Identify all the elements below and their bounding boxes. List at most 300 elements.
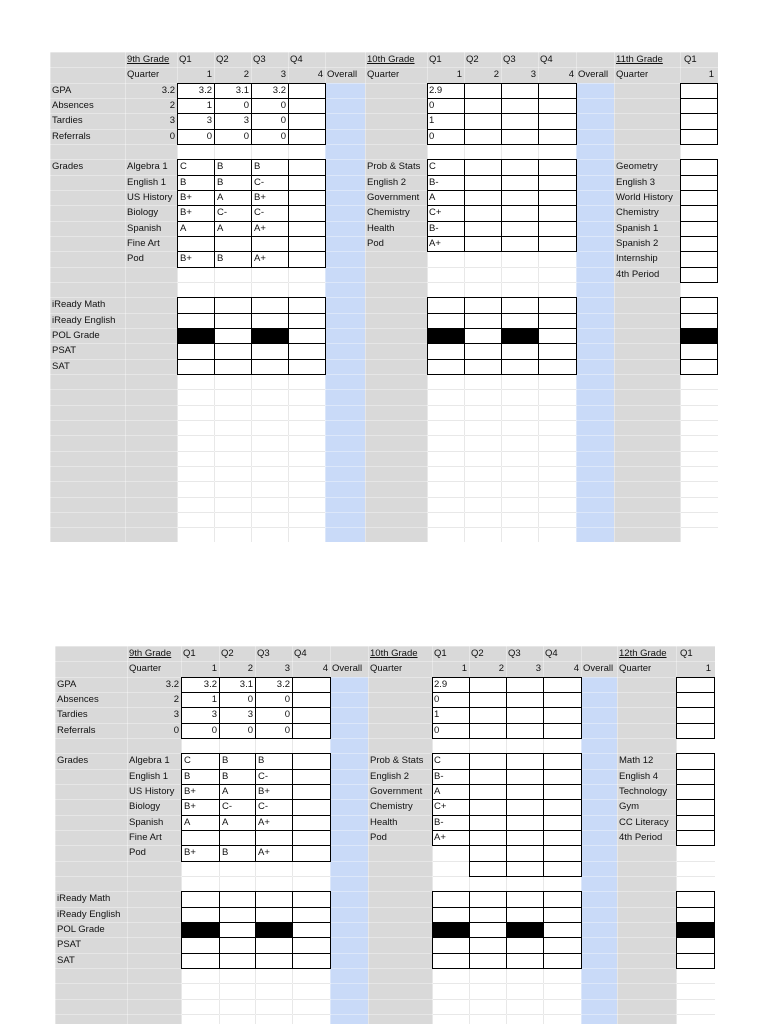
tenth-q4-header: Q4 (540, 54, 553, 65)
third-course-name: Chemistry (616, 207, 659, 219)
tenth-assessment-cell[interactable] (427, 313, 465, 329)
ninth-course-grade: B+ (184, 847, 196, 859)
tenth-grade-cell[interactable] (506, 815, 544, 831)
tenth-assessment-cell[interactable] (432, 953, 470, 969)
ninth-grade-cell[interactable] (292, 784, 331, 800)
tenth-q3-header: Q3 (503, 54, 516, 65)
ninth-grade-cell[interactable] (288, 175, 326, 191)
ninth-assessment-cell[interactable] (177, 313, 215, 329)
tenth-assessment-cell[interactable] (427, 343, 465, 359)
tenth-quarter-number: 4 (568, 69, 574, 81)
tenth-grade-cell[interactable] (469, 845, 507, 861)
grid-line (55, 891, 715, 892)
tenth-grade-cell[interactable] (464, 236, 502, 252)
ninth-assessment-cell[interactable] (219, 907, 256, 923)
tenth-assessment-cell[interactable] (538, 297, 577, 313)
third-grade-cell[interactable] (680, 267, 718, 283)
tenth-course-grade: A (434, 785, 441, 797)
tenth-grade-cell[interactable] (501, 190, 539, 206)
ninth-grade-cell[interactable] (288, 221, 326, 237)
metric-label-gpa: GPA (57, 678, 77, 690)
ninth-grade-cell[interactable] (292, 830, 331, 846)
ninth-course-grade: B (254, 161, 261, 173)
third-grade-cell[interactable] (680, 251, 718, 267)
assessment-label: PSAT (52, 345, 77, 357)
tenth-metric-cell[interactable] (538, 113, 577, 129)
ninth-quarter-label: Quarter (129, 663, 162, 675)
tenth-assessment-cell[interactable] (469, 891, 507, 907)
third-grade-cell[interactable] (676, 799, 715, 815)
tenth-metric-cell[interactable] (464, 98, 502, 114)
tenth-assessment-cell[interactable] (464, 328, 502, 344)
tenth-grade-cell[interactable] (501, 236, 539, 252)
metric-label-referrals: Referrals (52, 130, 91, 142)
grid-line (50, 144, 718, 145)
tenth-grade-cell[interactable] (469, 815, 507, 831)
ninth-metric-value: 0 (284, 709, 290, 721)
metric-label-absences: Absences (52, 99, 94, 111)
tenth-grade-cell[interactable] (543, 861, 582, 877)
ninth-grade-cell[interactable] (288, 159, 326, 175)
ninth-course-grade: C- (258, 801, 269, 813)
ninth-summary-value: 0 (169, 130, 175, 142)
tenth-assessment-cell[interactable] (501, 313, 539, 329)
tenth-assessment-cell[interactable] (538, 359, 577, 375)
tenth-assessment-cell[interactable] (538, 328, 577, 344)
grid-line (55, 1014, 715, 1015)
tenth-grade-cell[interactable] (464, 159, 502, 175)
tenth-course-grade: B- (434, 816, 444, 828)
ninth-grade-cell[interactable] (292, 769, 331, 785)
third-assessment-cell[interactable] (680, 328, 718, 344)
third-assessment-cell[interactable] (680, 313, 718, 329)
third-assessment-cell[interactable] (676, 891, 715, 907)
tenth-grade-cell[interactable] (543, 830, 582, 846)
ninth-assessment-cell[interactable] (288, 297, 326, 313)
ninth-course-grade: B+ (180, 207, 192, 219)
tenth-grade-cell[interactable] (469, 799, 507, 815)
third-metric-cell[interactable] (676, 723, 715, 739)
ninth-course-grade: B (184, 770, 191, 782)
ninth-assessment-cell[interactable] (181, 891, 220, 907)
ninth-assessment-cell[interactable] (251, 359, 289, 375)
third-grade-cell[interactable] (676, 753, 715, 769)
tenth-course-name: Pod (367, 237, 384, 249)
grid-line (50, 389, 718, 390)
ninth-course-grade: C (184, 755, 191, 767)
tenth-assessment-cell[interactable] (427, 328, 465, 344)
ninth-metric-value: 0 (284, 724, 290, 736)
tenth-metric-value: 1 (434, 709, 440, 721)
tenth-metric-cell[interactable] (506, 723, 544, 739)
tenth-course-name: Government (370, 785, 423, 797)
ninth-assessment-cell[interactable] (292, 907, 331, 923)
tenth-metric-cell[interactable] (506, 707, 544, 723)
ninth-grade-cell[interactable] (288, 251, 326, 267)
ninth-assessment-cell[interactable] (214, 343, 252, 359)
ninth-course-name: Spanish (127, 222, 162, 234)
ninth-assessment-cell[interactable] (288, 328, 326, 344)
ninth-assessment-cell[interactable] (292, 937, 331, 953)
ninth-quarter-number: 3 (280, 69, 286, 81)
tenth-grade-cell[interactable] (469, 784, 507, 800)
third-metric-cell[interactable] (676, 692, 715, 708)
tenth-grade-cell[interactable] (506, 753, 544, 769)
tenth-assessment-cell[interactable] (506, 922, 544, 938)
ninth-metric-cell[interactable] (288, 98, 326, 114)
ninth-grade-cell[interactable] (288, 236, 326, 252)
ninth-assessment-cell[interactable] (251, 313, 289, 329)
ninth-metric-value: 0 (280, 99, 286, 111)
tenth-grade-cell[interactable] (506, 784, 544, 800)
ninth-q3-header: Q3 (257, 648, 270, 659)
grid-line (55, 907, 715, 908)
tenth-grade-cell[interactable] (464, 221, 502, 237)
third-assessment-cell[interactable] (676, 937, 715, 953)
tenth-metric-cell[interactable] (464, 129, 502, 145)
ninth-assessment-cell[interactable] (255, 953, 293, 969)
third-metric-cell[interactable] (680, 129, 718, 145)
tenth-metric-cell[interactable] (543, 692, 582, 708)
tenth-grade-cell[interactable] (543, 753, 582, 769)
tenth-metric-cell[interactable] (469, 677, 507, 693)
grid-line (50, 466, 718, 467)
ninth-grade-cell[interactable] (177, 236, 215, 252)
ninth-course-name: English 1 (129, 770, 169, 782)
ninth-metric-value: 0 (280, 130, 286, 142)
tenth-assessment-cell[interactable] (432, 891, 470, 907)
tenth-assessment-cell[interactable] (543, 891, 582, 907)
third-course-name: English 4 (619, 770, 659, 782)
tenth-assessment-cell[interactable] (538, 343, 577, 359)
tenth-grade-cell[interactable] (469, 830, 507, 846)
ninth-metric-value: 0 (211, 724, 217, 736)
ninth-metric-cell[interactable] (292, 723, 331, 739)
tenth-metric-cell[interactable] (464, 83, 502, 99)
tenth-metric-cell[interactable] (469, 723, 507, 739)
third-assessment-cell[interactable] (676, 922, 715, 938)
tenth-assessment-cell[interactable] (464, 343, 502, 359)
tenth-assessment-cell[interactable] (464, 313, 502, 329)
third-grade-cell[interactable] (680, 190, 718, 206)
tenth-assessment-cell[interactable] (469, 922, 507, 938)
tenth-assessment-cell[interactable] (469, 937, 507, 953)
ninth-q1-header: Q1 (183, 648, 196, 659)
ninth-metric-cell[interactable] (292, 677, 331, 693)
tenth-metric-cell[interactable] (501, 113, 539, 129)
third-course-name: Geometry (616, 161, 658, 173)
ninth-assessment-cell[interactable] (181, 922, 220, 938)
ninth-assessment-cell[interactable] (251, 328, 289, 344)
third-grade-cell[interactable] (680, 159, 718, 175)
grid-line (55, 953, 715, 954)
tenth-assessment-cell[interactable] (501, 359, 539, 375)
grid-line (55, 968, 715, 969)
tenth-course-name: Health (370, 816, 398, 828)
tenth-assessment-cell[interactable] (543, 922, 582, 938)
gradebook-sheet-1 (50, 52, 718, 542)
tenth-grade-cell[interactable] (538, 221, 577, 237)
ninth-course-grade: B+ (254, 191, 266, 203)
grid-line (50, 481, 718, 482)
ninth-course-grade: A (180, 222, 187, 234)
third-metric-cell[interactable] (676, 677, 715, 693)
tenth-assessment-cell[interactable] (506, 891, 544, 907)
ninth-metric-cell[interactable] (292, 692, 331, 708)
ninth-assessment-cell[interactable] (288, 313, 326, 329)
ninth-grade-cell[interactable] (251, 236, 289, 252)
third-assessment-cell[interactable] (680, 297, 718, 313)
tenth-course-name: Prob & Stats (367, 161, 421, 173)
ninth-grade-cell[interactable] (181, 830, 220, 846)
ninth-grade-cell[interactable] (292, 845, 331, 861)
tenth-metric-cell[interactable] (538, 98, 577, 114)
third-metric-cell[interactable] (680, 98, 718, 114)
assessment-label: POL Grade (57, 923, 105, 935)
ninth-assessment-cell[interactable] (177, 297, 215, 313)
third-grade-cell[interactable] (676, 815, 715, 831)
ninth-assessment-cell[interactable] (219, 922, 256, 938)
ninth-assessment-cell[interactable] (219, 953, 256, 969)
tenth-assessment-cell[interactable] (538, 313, 577, 329)
ninth-metric-value: 3.2 (272, 84, 286, 96)
third-assessment-cell[interactable] (680, 343, 718, 359)
tenth-metric-cell[interactable] (501, 129, 539, 145)
tenth-grade-cell[interactable] (501, 159, 539, 175)
ninth-assessment-cell[interactable] (288, 343, 326, 359)
tenth-assessment-cell[interactable] (543, 937, 582, 953)
ninth-assessment-cell[interactable] (181, 953, 220, 969)
ninth-assessment-cell[interactable] (255, 907, 293, 923)
tenth-metric-cell[interactable] (538, 83, 577, 99)
tenth-metric-cell[interactable] (538, 129, 577, 145)
grid-line (55, 937, 715, 938)
ninth-assessment-cell[interactable] (214, 328, 252, 344)
tenth-assessment-cell[interactable] (432, 937, 470, 953)
tenth-course-name: Chemistry (367, 207, 410, 219)
ninth-grade-cell[interactable] (288, 190, 326, 206)
ninth-metric-value: 0 (247, 693, 253, 705)
tenth-assessment-cell[interactable] (427, 297, 465, 313)
tenth-metric-cell[interactable] (543, 723, 582, 739)
third-grade-cell[interactable] (680, 221, 718, 237)
tenth-assessment-cell[interactable] (501, 343, 539, 359)
third-grade-cell[interactable] (680, 175, 718, 191)
ninth-assessment-cell[interactable] (292, 891, 331, 907)
tenth-course-grade: B- (429, 176, 439, 188)
ninth-course-grade: B (217, 176, 224, 188)
assessment-label: SAT (57, 954, 75, 966)
tenth-grade-cell[interactable] (506, 845, 544, 861)
tenth-assessment-cell[interactable] (432, 922, 470, 938)
tenth-grade-cell[interactable] (501, 175, 539, 191)
tenth-grade-cell[interactable] (469, 769, 507, 785)
grid-line (50, 374, 718, 375)
ninth-metric-value: 0 (243, 99, 249, 111)
ninth-overall-label: Overall (327, 69, 358, 81)
tenth-assessment-cell[interactable] (506, 907, 544, 923)
grid-line (50, 527, 718, 528)
tenth-assessment-cell[interactable] (501, 328, 539, 344)
assessment-label: iReady English (52, 314, 116, 326)
ninth-assessment-cell[interactable] (177, 359, 215, 375)
ninth-q2-header: Q2 (216, 54, 229, 65)
ninth-grade-heading: 9th Grade (127, 54, 170, 65)
ninth-quarter-number: 4 (322, 663, 328, 675)
ninth-assessment-cell[interactable] (288, 359, 326, 375)
tenth-grade-cell[interactable] (506, 769, 544, 785)
third-metric-cell[interactable] (680, 113, 718, 129)
tenth-assessment-cell[interactable] (501, 297, 539, 313)
tenth-quarter-number: 4 (573, 663, 579, 675)
tenth-metric-cell[interactable] (469, 707, 507, 723)
ninth-grade-cell[interactable] (288, 205, 326, 221)
third-course-name: 4th Period (619, 831, 663, 843)
tenth-metric-cell[interactable] (464, 113, 502, 129)
tenth-course-name: Pod (370, 831, 387, 843)
tenth-assessment-cell[interactable] (543, 953, 582, 969)
third-grade-cell[interactable] (680, 205, 718, 221)
grades-label: Grades (52, 161, 84, 173)
ninth-assessment-cell[interactable] (219, 891, 256, 907)
tenth-assessment-cell[interactable] (464, 297, 502, 313)
third-assessment-cell[interactable] (680, 359, 718, 375)
ninth-assessment-cell[interactable] (219, 937, 256, 953)
tenth-assessment-cell[interactable] (469, 907, 507, 923)
third-metric-cell[interactable] (676, 707, 715, 723)
tenth-grade-cell[interactable] (538, 236, 577, 252)
third-grade-cell[interactable] (676, 769, 715, 785)
tenth-assessment-cell[interactable] (464, 359, 502, 375)
tenth-assessment-cell[interactable] (506, 937, 544, 953)
ninth-metric-cell[interactable] (288, 113, 326, 129)
ninth-assessment-cell[interactable] (251, 343, 289, 359)
tenth-grade-cell[interactable] (538, 175, 577, 191)
ninth-grade-cell[interactable] (292, 799, 331, 815)
ninth-course-name: Pod (129, 847, 146, 859)
tenth-grade-cell[interactable] (469, 861, 507, 877)
third-grade-cell[interactable] (676, 784, 715, 800)
ninth-grade-cell[interactable] (219, 830, 256, 846)
tenth-grade-cell[interactable] (538, 159, 577, 175)
tenth-grade-cell[interactable] (506, 830, 544, 846)
ninth-assessment-cell[interactable] (177, 343, 215, 359)
third-metric-cell[interactable] (680, 83, 718, 99)
grid-line (50, 343, 718, 344)
grid-line (50, 420, 718, 421)
ninth-grade-cell[interactable] (255, 830, 293, 846)
ninth-assessment-cell[interactable] (214, 359, 252, 375)
third-grade-heading: 12th Grade (619, 648, 667, 659)
ninth-assessment-cell[interactable] (251, 297, 289, 313)
grid-line (50, 451, 718, 452)
third-grade-cell[interactable] (676, 830, 715, 846)
ninth-assessment-cell[interactable] (255, 937, 293, 953)
tenth-assessment-cell[interactable] (432, 907, 470, 923)
third-course-name: Internship (616, 253, 658, 265)
tenth-quarter-label: Quarter (367, 69, 400, 81)
ninth-assessment-cell[interactable] (177, 328, 215, 344)
tenth-overall-label: Overall (578, 69, 609, 81)
tenth-grade-cell[interactable] (501, 221, 539, 237)
tenth-metric-cell[interactable] (501, 98, 539, 114)
tenth-grade-cell[interactable] (506, 861, 544, 877)
ninth-assessment-cell[interactable] (181, 937, 220, 953)
ninth-grade-cell[interactable] (292, 815, 331, 831)
gradebook-sheet-2 (55, 646, 715, 1024)
tenth-assessment-cell[interactable] (427, 359, 465, 375)
ninth-assessment-cell[interactable] (292, 922, 331, 938)
third-quarter-number: 1 (708, 69, 714, 81)
ninth-metric-value: 0 (243, 130, 249, 142)
ninth-quarter-label: Quarter (127, 69, 160, 81)
ninth-assessment-cell[interactable] (214, 313, 252, 329)
ninth-grade-cell[interactable] (292, 753, 331, 769)
tenth-grade-cell[interactable] (501, 205, 539, 221)
tenth-course-grade: B- (429, 222, 439, 234)
tenth-metric-cell[interactable] (506, 677, 544, 693)
tenth-quarter-number: 1 (461, 663, 467, 675)
ninth-course-grade: A+ (258, 847, 270, 859)
tenth-metric-cell[interactable] (543, 707, 582, 723)
ninth-q1-header: Q1 (179, 54, 192, 65)
ninth-q4-header: Q4 (294, 648, 307, 659)
ninth-metric-cell[interactable] (288, 83, 326, 99)
ninth-assessment-cell[interactable] (214, 297, 252, 313)
grid-line (50, 313, 718, 314)
tenth-assessment-cell[interactable] (469, 953, 507, 969)
ninth-course-grade: C- (258, 770, 269, 782)
tenth-grade-cell[interactable] (469, 753, 507, 769)
metric-label-referrals: Referrals (57, 724, 96, 736)
third-course-name: Technology (619, 785, 668, 797)
ninth-assessment-cell[interactable] (181, 907, 220, 923)
tenth-metric-cell[interactable] (469, 692, 507, 708)
ninth-grade-cell[interactable] (214, 236, 252, 252)
tenth-grade-cell[interactable] (543, 784, 582, 800)
ninth-metric-value: 1 (206, 99, 212, 111)
ninth-assessment-cell[interactable] (255, 922, 293, 938)
tenth-course-name: English 2 (370, 770, 410, 782)
tenth-grade-cell[interactable] (506, 799, 544, 815)
ninth-metric-cell[interactable] (292, 707, 331, 723)
tenth-metric-cell[interactable] (506, 692, 544, 708)
ninth-metric-value: 3.2 (203, 678, 217, 690)
tenth-assessment-cell[interactable] (543, 907, 582, 923)
tenth-assessment-cell[interactable] (506, 953, 544, 969)
tenth-grade-cell[interactable] (543, 845, 582, 861)
tenth-grade-cell[interactable] (464, 175, 502, 191)
tenth-grade-cell[interactable] (464, 205, 502, 221)
tenth-metric-cell[interactable] (501, 83, 539, 99)
third-grade-cell[interactable] (680, 236, 718, 252)
tenth-grade-cell[interactable] (464, 190, 502, 206)
tenth-grade-cell[interactable] (543, 769, 582, 785)
ninth-course-grade: B+ (180, 253, 192, 265)
tenth-grade-cell[interactable] (543, 799, 582, 815)
tenth-grade-cell[interactable] (538, 205, 577, 221)
tenth-grade-cell[interactable] (543, 815, 582, 831)
tenth-grade-cell[interactable] (538, 190, 577, 206)
ninth-metric-cell[interactable] (288, 129, 326, 145)
tenth-q1-header: Q1 (429, 54, 442, 65)
ninth-metric-value: 3 (247, 709, 253, 721)
ninth-assessment-cell[interactable] (292, 953, 331, 969)
tenth-metric-cell[interactable] (543, 677, 582, 693)
third-assessment-cell[interactable] (676, 953, 715, 969)
third-assessment-cell[interactable] (676, 907, 715, 923)
ninth-assessment-cell[interactable] (255, 891, 293, 907)
